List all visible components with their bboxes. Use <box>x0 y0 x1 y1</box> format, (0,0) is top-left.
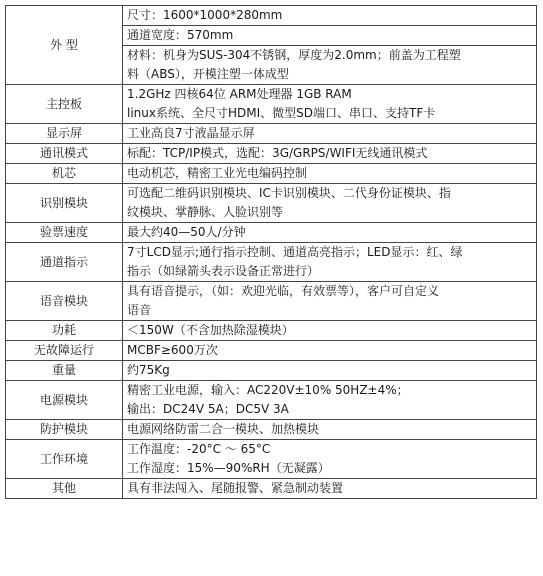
spec-value-line: 约75Kg <box>127 363 170 377</box>
spec-value-line: 可选配二维码识别模块、IC卡识别模块、二代身份证模块、指 <box>127 186 451 200</box>
spec-value <box>123 420 537 440</box>
spec-label: 重量 <box>6 361 123 381</box>
spec-row <box>6 420 537 440</box>
spec-row <box>6 321 537 341</box>
spec-row <box>6 124 537 144</box>
spec-value <box>123 223 537 243</box>
spec-row <box>6 144 537 164</box>
spec-value-line: 材料：机身为SUS-304不锈钢，厚度为2.0mm；前盖为工程塑 <box>127 48 461 62</box>
spec-value <box>123 124 537 144</box>
spec-value-line: ＜150W（不含加热除湿模块） <box>127 323 294 337</box>
spec-value-line: 具有非法闯入、尾随报警、紧急制动装置 <box>127 481 344 495</box>
spec-label: 无故障运行 <box>6 341 123 361</box>
spec-value <box>123 184 537 223</box>
spec-value-line: 通道宽度：570mm <box>127 28 234 42</box>
spec-value <box>123 6 537 26</box>
spec-value-line: MCBF≥600万次 <box>127 343 218 357</box>
spec-row <box>6 85 537 124</box>
spec-label: 防护模块 <box>6 420 123 440</box>
spec-value <box>123 26 537 46</box>
spec-value-line: 精密工业电源，输入：AC220V±10% 50HZ±4%； <box>127 383 409 397</box>
spec-label: 外 型 <box>6 6 123 85</box>
spec-value-line: 工业高良7寸液晶显示屏 <box>127 126 255 140</box>
spec-value-line: 具有语音提示，（如：欢迎光临，有效票等），客户可自定义 <box>127 284 440 298</box>
spec-value-line: 1.2GHz 四核64位 ARM处理器 1GB RAM <box>127 87 352 101</box>
spec-row <box>6 6 537 26</box>
spec-value-line: 标配：TCP/IP模式，选配：3G/GRPS/WIFI无线通讯模式 <box>127 146 428 160</box>
spec-value <box>123 164 537 184</box>
spec-label: 显示屏 <box>6 124 123 144</box>
spec-row <box>6 282 537 321</box>
spec-value <box>123 243 537 282</box>
spec-row <box>6 184 537 223</box>
spec-value-line: 电源网络防雷二合一模块、加热模块 <box>127 422 320 436</box>
spec-value <box>123 381 537 420</box>
spec-table-body <box>6 6 537 499</box>
spec-label: 机芯 <box>6 164 123 184</box>
spec-value-line: 最大约40—50人/分钟 <box>127 225 246 239</box>
spec-value-line: 输出：DC24V 5A；DC5V 3A <box>127 402 289 416</box>
spec-value-line: 7寸LCD显示;通行指示控制、通道高亮指示；LED显示：红、绿 <box>127 245 463 259</box>
spec-label: 其他 <box>6 479 123 499</box>
spec-label: 语音模块 <box>6 282 123 321</box>
spec-value <box>123 361 537 381</box>
spec-row <box>6 341 537 361</box>
spec-value <box>123 46 537 85</box>
spec-value-line: 工作湿度：15%—90%RH（无凝露） <box>127 461 330 475</box>
spec-row <box>6 361 537 381</box>
spec-value <box>123 85 537 124</box>
spec-table <box>5 5 537 499</box>
spec-label: 主控板 <box>6 85 123 124</box>
spec-label: 通讯模式 <box>6 144 123 164</box>
spec-value-line: 电动机芯，精密工业光电编码控制 <box>127 166 308 180</box>
spec-row <box>6 164 537 184</box>
spec-value-line: 尺寸：1600*1000*280mm <box>127 8 283 22</box>
spec-value-line: 料（ABS），开模注塑一体成型 <box>127 67 289 81</box>
spec-value-line: 指示（如绿箭头表示设备正常进行） <box>127 264 320 278</box>
spec-row <box>6 243 537 282</box>
spec-value-line: 语音 <box>127 303 152 317</box>
spec-value <box>123 440 537 479</box>
spec-label: 电源模块 <box>6 381 123 420</box>
spec-value <box>123 282 537 321</box>
spec-row <box>6 479 537 499</box>
spec-value-line: linux系统、全尺寸HDMI、微型SD端口、串口、支持TF卡 <box>127 106 436 120</box>
spec-label: 工作环境 <box>6 440 123 479</box>
spec-label: 通道指示 <box>6 243 123 282</box>
spec-value <box>123 341 537 361</box>
spec-row <box>6 381 537 420</box>
spec-label: 识别模块 <box>6 184 123 223</box>
spec-value <box>123 479 537 499</box>
spec-row <box>6 440 537 479</box>
spec-label: 功耗 <box>6 321 123 341</box>
spec-value <box>123 321 537 341</box>
spec-label: 验票速度 <box>6 223 123 243</box>
spec-row <box>6 223 537 243</box>
spec-value-line: 纹模块、掌静脉、人脸识别等 <box>127 205 284 219</box>
spec-value-line: 工作温度：-20°C ～ 65°C <box>127 442 271 456</box>
spec-value <box>123 144 537 164</box>
